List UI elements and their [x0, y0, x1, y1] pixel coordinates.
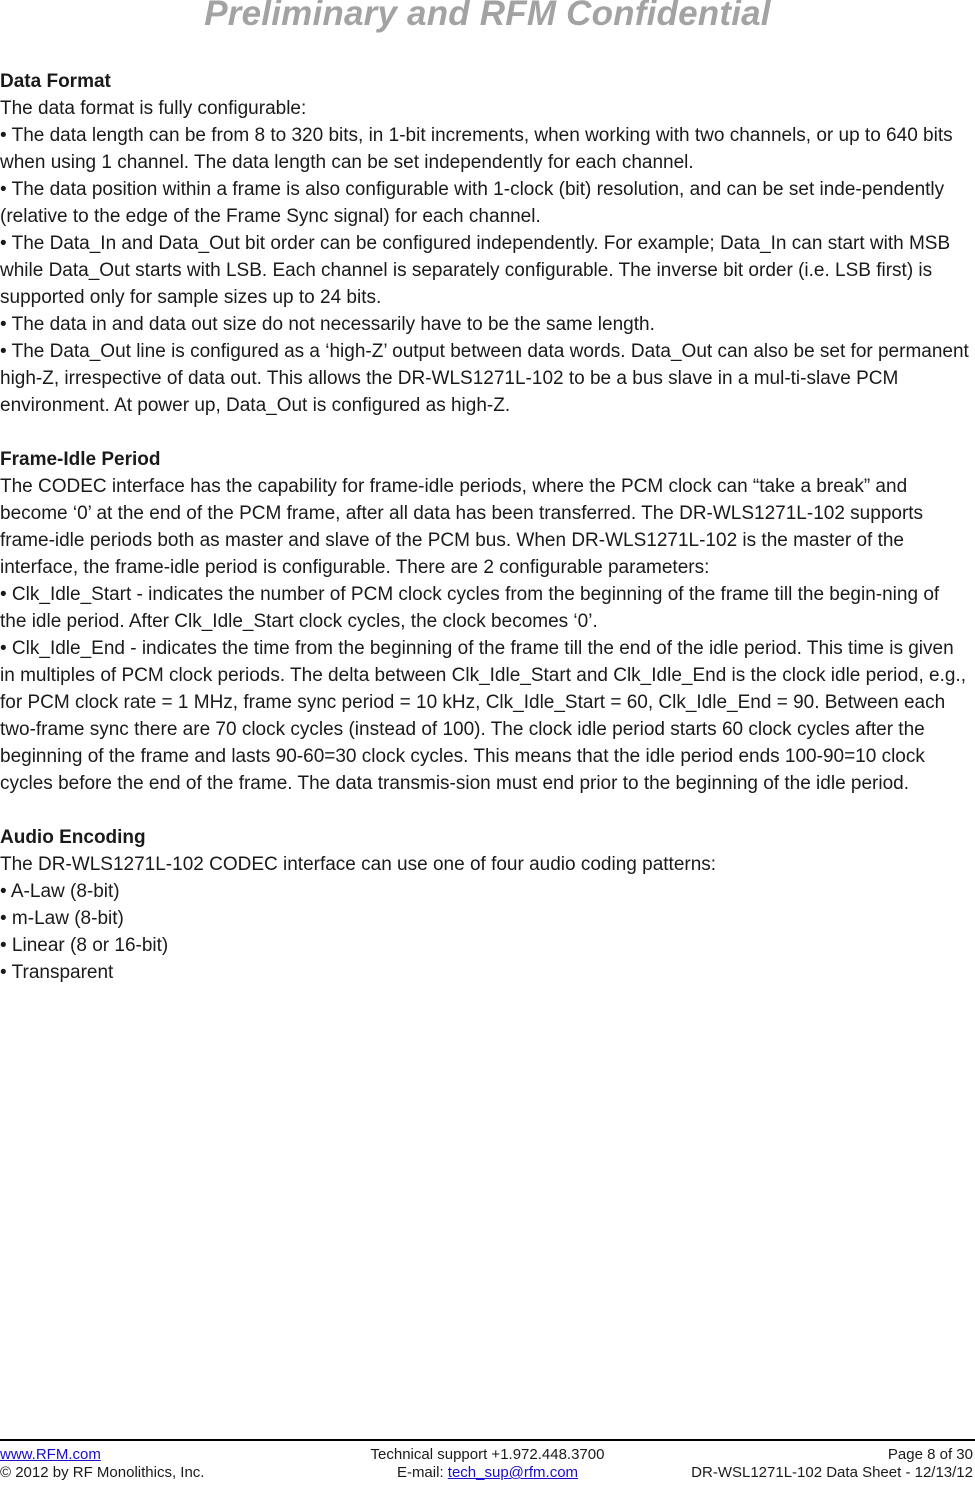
website-link[interactable]: www.RFM.com [0, 1446, 101, 1463]
bullet-item: • The Data_In and Data_Out bit order can be configured independently. For example; Data_In can start with MSB while Data_Out starts with LSB. Each channel is separately configurable. The inverse bit order (i.e. LSB first) is supported only for sample sizes up to 24 bits. [0, 233, 951, 308]
bullet-item: • m-Law (8-bit) [0, 908, 124, 929]
bullet-item: • A-Law (8-bit) [0, 881, 120, 902]
bullet-item: • Transparent [0, 962, 114, 983]
footer-divider [0, 1439, 975, 1441]
email-link[interactable]: tech_sup@rfm.com [447, 1464, 579, 1481]
bullet-item: • The data in and data out size do not necessarily have to be the same length. [0, 314, 655, 335]
paragraph: The data format is fully configurable: [0, 98, 307, 119]
support-phone: Technical support +1.972.448.3700 [370, 1446, 605, 1463]
bullet-item: • The data position within a frame is also configurable with 1-clock (bit) resolution, and can be set inde-pendently (relative to the edge of the Frame Sync signal) for each channel. [0, 179, 945, 227]
section-audio-encoding [0, 824, 970, 986]
section-heading: Frame-Idle Period [0, 449, 161, 470]
email-label: E-mail: [396, 1464, 448, 1481]
paragraph: The DR-WLS1271L-102 CODEC interface can use one of four audio coding patterns: [0, 854, 717, 875]
document-reference: DR-WSL1271L-102 Data Sheet - 12/13/12 [691, 1464, 973, 1481]
copyright: © 2012 by RF Monolithics, Inc. [0, 1464, 205, 1481]
section-data-format [0, 68, 970, 419]
footer-row-bottom [0, 1464, 975, 1482]
bullet-item: • Linear (8 or 16-bit) [0, 935, 169, 956]
section-frame-idle-period [0, 446, 970, 797]
page-number: Page 8 of 30 [887, 1446, 973, 1463]
section-heading: Data Format [0, 71, 111, 92]
bullet-item: • The Data_Out line is configured as a ‘high-Z’ output between data words. Data_Out can also be set for permanent high-Z, irrespective of data out. This allows the DR-WLS1271L-102 to be a bus slave in a mul-ti-slave PCM environment. At power up, Data_Out is configured as high-Z. [0, 341, 969, 416]
bullet-item: • The data length can be from 8 to 320 bits, in 1-bit increments, when working with two channels, or up to 640 bits when using 1 channel. The data length can be set independently for each channel. [0, 125, 953, 173]
footer [0, 1446, 975, 1482]
bullet-item: • Clk_Idle_End - indicates the time from the beginning of the frame till the end of the idle period. This time is given in multiples of PCM clock periods. The delta between Clk_Idle_Start and Clk_Idle_End is the clock idle period, e.g., for PCM clock rate = 1 MHz, frame sync period = 10 kHz, Clk_Idle_Start = 60, Clk_Idle_End = 90. Between each two-frame sync there are 70 clock cycles (instead of 100). The clock idle period starts 60 clock cycles after the beginning of the frame and lasts 90-60=30 clock cycles. This means that the idle period ends 100-90=10 clock cycles before the end of the frame. The data transmis-sion must end prior to the beginning of the idle period. [0, 638, 966, 794]
footer-row-top [0, 1446, 975, 1464]
document-body [0, 68, 970, 1013]
confidential-watermark: Preliminary and RFM Confidential [204, 0, 771, 33]
section-heading: Audio Encoding [0, 827, 146, 848]
bullet-item: • Clk_Idle_Start - indicates the number of PCM clock cycles from the beginning of the frame till the begin-ning of the idle period. After Clk_Idle_Start clock cycles, the clock becomes ‘0’. [0, 584, 940, 632]
paragraph: The CODEC interface has the capability for frame-idle periods, where the PCM clock can “take a break” and become ‘0’ at the end of the PCM frame, after all data has been transferred. The DR-WLS1271L-102 supports frame-idle periods both as master and slave of the PCM bus. When DR-WLS1271L-102 is the master of the interface, the frame-idle period is configurable. There are 2 configurable parameters: [0, 476, 924, 578]
